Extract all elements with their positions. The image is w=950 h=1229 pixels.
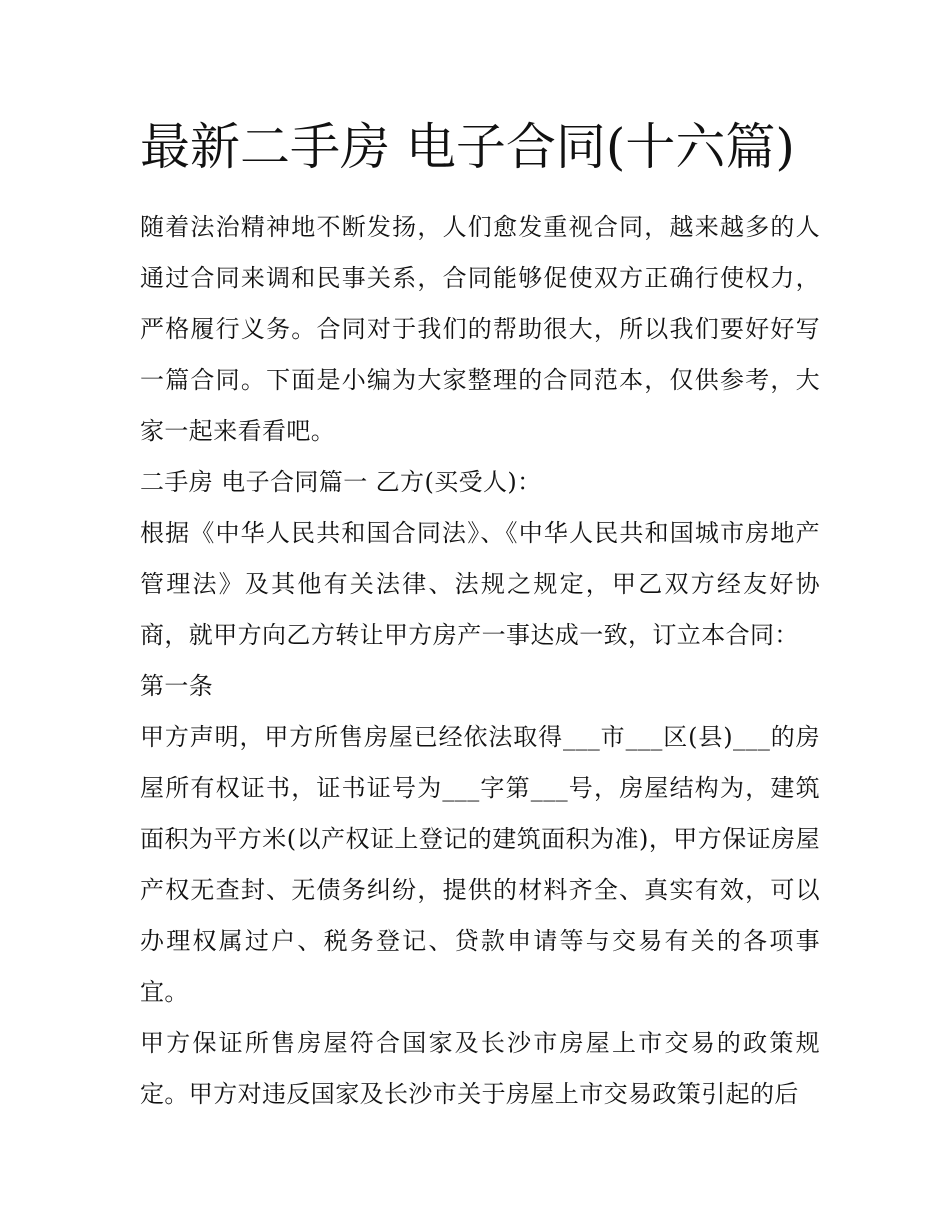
section-heading-contract-one: 二手房 电子合同篇一 乙方(买受人)：: [140, 468, 542, 496]
policy-compliance-paragraph: 甲方保证所售房屋符合国家及长沙市房屋上市交易的政策规定。甲方对违反国家及长沙市关于房屋上市交易政策引起的后: [140, 1029, 820, 1108]
legal-basis-paragraph: 根据《中华人民共和国合同法》、《中华人民共和国城市房地产管理法》及其他有关法律、法规之规定，甲乙双方经友好协商，就甲方向乙方转让甲方房产一事达成一致，订立本合同：: [140, 519, 820, 649]
article-one-heading: 第一条: [140, 672, 214, 700]
document-body: [140, 202, 820, 1120]
intro-paragraph: 随着法治精神地不断发扬，人们愈发重视合同，越来越多的人通过合同来调和民事关系，合同能够促使双方正确行使权力，严格履行义务。合同对于我们的帮助很大，所以我们要好好写一篇合同。下面是小编为大家整理的合同范本，仅供参考，大家一起来看看吧。: [140, 213, 820, 445]
seller-declaration-paragraph: 甲方声明，甲方所售房屋已经依法取得___市___区(县)___的房屋所有权证书，证书证号为___字第___号，房屋结构为，建筑面积为平方米(以产权证上登记的建筑面积为准)，甲方保证房屋产权无查封、无债务纠纷，提供的材料齐全、真实有效，可以办理权属过户、税务登记、贷款申请等与交易有关的各项事宜。: [140, 723, 820, 1006]
document-title: 最新二手房 电子合同(十六篇): [140, 118, 795, 176]
document-content: [140, 112, 820, 1120]
